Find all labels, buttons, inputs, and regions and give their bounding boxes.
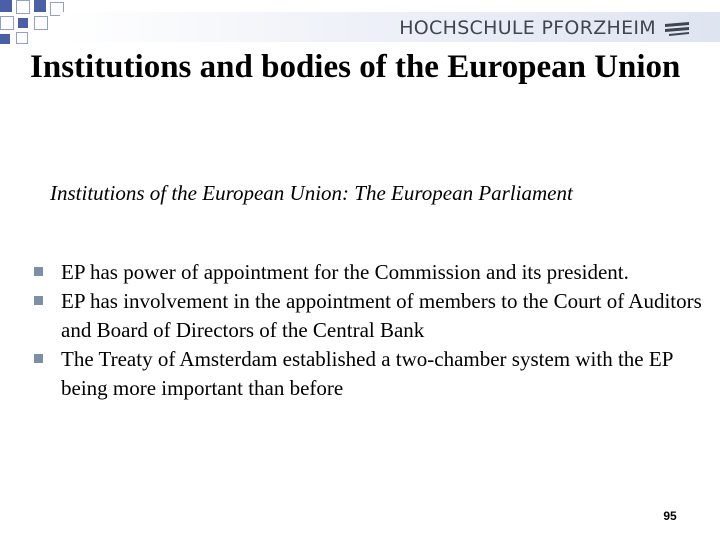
bullet-list — [30, 258, 702, 403]
square-decoration — [16, 0, 30, 14]
list-item — [30, 258, 702, 287]
page-number: 95 — [663, 509, 677, 523]
bullet-text: EP has involvement in the appointment of members to the Court of Auditors and Board of Directors of the Central Bank — [61, 289, 702, 342]
square-bullet-icon — [34, 354, 43, 363]
logo-mark-icon — [664, 20, 690, 36]
bullet-text: The Treaty of Amsterdam established a two-chamber system with the EP being more important than before — [61, 347, 673, 400]
bullet-text: EP has power of appointment for the Commission and its president. — [61, 260, 629, 284]
square-decoration — [0, 16, 14, 30]
square-bullet-icon — [34, 267, 43, 276]
slide-title: Institutions and bodies of the European Union — [30, 49, 681, 85]
logo-text: HOCHSCHULE PFORZHEIM — [399, 17, 656, 39]
institution-logo — [399, 16, 690, 40]
list-item — [30, 287, 702, 345]
square-decoration — [34, 0, 46, 12]
square-decoration — [18, 18, 28, 28]
square-bullet-icon — [34, 296, 43, 305]
square-decoration — [0, 34, 10, 44]
slide-subtitle: Institutions of the European Union: The European Parliament — [50, 181, 573, 205]
square-decoration — [0, 0, 12, 12]
square-decoration — [34, 16, 48, 30]
list-item — [30, 345, 702, 403]
square-decoration — [16, 32, 28, 44]
